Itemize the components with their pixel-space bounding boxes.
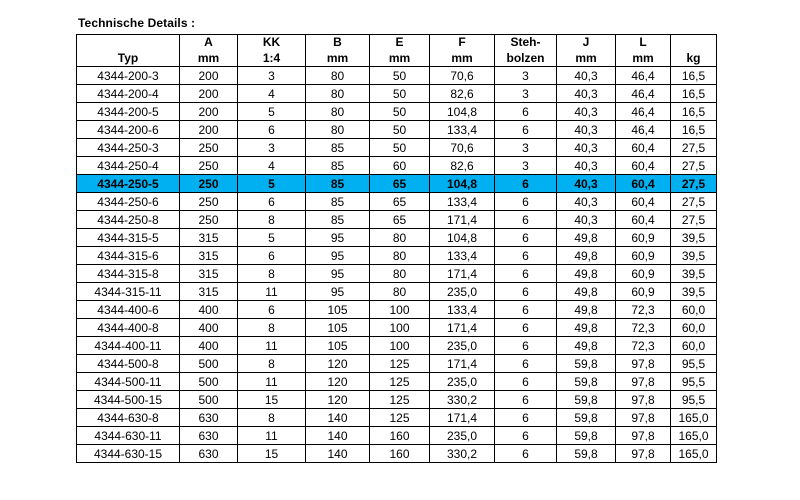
- value-cell: 80: [306, 103, 370, 121]
- table-row: [77, 427, 717, 445]
- value-cell: 59,8: [557, 445, 616, 463]
- value-cell: 6: [495, 121, 557, 139]
- value-cell: 6: [238, 121, 306, 139]
- header-cell: 1:4: [238, 49, 306, 67]
- value-cell: 171,4: [430, 409, 495, 427]
- value-cell: 59,8: [557, 373, 616, 391]
- value-cell: 40,3: [557, 193, 616, 211]
- value-cell: 171,4: [430, 319, 495, 337]
- value-cell: 250: [180, 175, 238, 193]
- value-cell: 160: [370, 445, 430, 463]
- value-cell: 95: [306, 229, 370, 247]
- value-cell: 85: [306, 157, 370, 175]
- value-cell: 6: [495, 337, 557, 355]
- table-row: [77, 229, 717, 247]
- value-cell: 46,4: [616, 121, 671, 139]
- table-row: [77, 157, 717, 175]
- value-cell: 6: [495, 409, 557, 427]
- value-cell: 400: [180, 319, 238, 337]
- value-cell: 80: [370, 247, 430, 265]
- value-cell: 6: [495, 283, 557, 301]
- value-cell: 16,5: [671, 85, 717, 103]
- value-cell: 60,0: [671, 319, 717, 337]
- value-cell: 133,4: [430, 247, 495, 265]
- value-cell: 16,5: [671, 121, 717, 139]
- value-cell: 140: [306, 445, 370, 463]
- value-cell: 65: [370, 211, 430, 229]
- value-cell: 60,4: [616, 157, 671, 175]
- value-cell: 8: [238, 355, 306, 373]
- value-cell: 104,8: [430, 175, 495, 193]
- value-cell: 6: [495, 193, 557, 211]
- type-cell: 4344-500-8: [77, 355, 180, 373]
- table-row: [77, 319, 717, 337]
- table-row: [77, 391, 717, 409]
- value-cell: 46,4: [616, 67, 671, 85]
- value-cell: 60,0: [671, 337, 717, 355]
- value-cell: 95: [306, 265, 370, 283]
- header-row-bottom: [77, 49, 717, 67]
- value-cell: 60,9: [616, 229, 671, 247]
- value-cell: 104,8: [430, 103, 495, 121]
- value-cell: 165,0: [671, 427, 717, 445]
- header-cell: F: [430, 35, 495, 50]
- value-cell: 39,5: [671, 229, 717, 247]
- value-cell: 97,8: [616, 373, 671, 391]
- type-cell: 4344-200-3: [77, 67, 180, 85]
- value-cell: 97,8: [616, 355, 671, 373]
- value-cell: 3: [238, 139, 306, 157]
- value-cell: 315: [180, 229, 238, 247]
- value-cell: 49,8: [557, 229, 616, 247]
- table-row-highlighted: [77, 175, 717, 193]
- table-row: [77, 409, 717, 427]
- header-cell: Steh-: [495, 35, 557, 50]
- value-cell: 60,9: [616, 247, 671, 265]
- type-cell: 4344-315-5: [77, 229, 180, 247]
- value-cell: 140: [306, 427, 370, 445]
- value-cell: 72,3: [616, 301, 671, 319]
- value-cell: 49,8: [557, 265, 616, 283]
- value-cell: 3: [495, 67, 557, 85]
- value-cell: 235,0: [430, 373, 495, 391]
- value-cell: 50: [370, 121, 430, 139]
- value-cell: 60,9: [616, 265, 671, 283]
- value-cell: 70,6: [430, 139, 495, 157]
- header-cell: mm: [306, 49, 370, 67]
- value-cell: 8: [238, 319, 306, 337]
- value-cell: 59,8: [557, 355, 616, 373]
- table-row: [77, 337, 717, 355]
- value-cell: 165,0: [671, 409, 717, 427]
- value-cell: 6: [495, 211, 557, 229]
- value-cell: 6: [238, 301, 306, 319]
- value-cell: 80: [306, 121, 370, 139]
- value-cell: 82,6: [430, 85, 495, 103]
- value-cell: 200: [180, 103, 238, 121]
- value-cell: 133,4: [430, 193, 495, 211]
- header-cell: B: [306, 35, 370, 50]
- value-cell: 8: [238, 211, 306, 229]
- value-cell: 630: [180, 445, 238, 463]
- type-cell: 4344-315-8: [77, 265, 180, 283]
- value-cell: 72,3: [616, 337, 671, 355]
- value-cell: 85: [306, 175, 370, 193]
- type-cell: 4344-500-15: [77, 391, 180, 409]
- table-row: [77, 445, 717, 463]
- value-cell: 49,8: [557, 247, 616, 265]
- value-cell: 400: [180, 301, 238, 319]
- value-cell: 60,4: [616, 139, 671, 157]
- value-cell: 11: [238, 373, 306, 391]
- value-cell: 95: [306, 247, 370, 265]
- value-cell: 95: [306, 283, 370, 301]
- value-cell: 171,4: [430, 355, 495, 373]
- value-cell: 250: [180, 157, 238, 175]
- value-cell: 630: [180, 427, 238, 445]
- value-cell: 100: [370, 319, 430, 337]
- value-cell: 171,4: [430, 265, 495, 283]
- value-cell: 60,9: [616, 283, 671, 301]
- value-cell: 120: [306, 391, 370, 409]
- header-cell: mm: [370, 49, 430, 67]
- type-cell: 4344-500-11: [77, 373, 180, 391]
- table-row: [77, 121, 717, 139]
- value-cell: 49,8: [557, 337, 616, 355]
- value-cell: 85: [306, 193, 370, 211]
- table-row: [77, 103, 717, 121]
- table-row: [77, 85, 717, 103]
- header-cell: mm: [616, 49, 671, 67]
- value-cell: 500: [180, 373, 238, 391]
- value-cell: 97,8: [616, 391, 671, 409]
- header-cell: [77, 35, 180, 50]
- value-cell: 125: [370, 391, 430, 409]
- value-cell: 5: [238, 229, 306, 247]
- type-cell: 4344-315-11: [77, 283, 180, 301]
- value-cell: 140: [306, 409, 370, 427]
- value-cell: 3: [495, 139, 557, 157]
- table-row: [77, 247, 717, 265]
- type-cell: 4344-400-6: [77, 301, 180, 319]
- value-cell: 60,4: [616, 211, 671, 229]
- value-cell: 6: [495, 373, 557, 391]
- value-cell: 82,6: [430, 157, 495, 175]
- type-cell: 4344-630-15: [77, 445, 180, 463]
- type-cell: 4344-400-8: [77, 319, 180, 337]
- value-cell: 65: [370, 175, 430, 193]
- value-cell: 40,3: [557, 121, 616, 139]
- value-cell: 125: [370, 355, 430, 373]
- header-cell: bolzen: [495, 49, 557, 67]
- value-cell: 95,5: [671, 391, 717, 409]
- value-cell: 133,4: [430, 121, 495, 139]
- value-cell: 40,3: [557, 67, 616, 85]
- type-cell: 4344-250-4: [77, 157, 180, 175]
- value-cell: 39,5: [671, 265, 717, 283]
- value-cell: 250: [180, 193, 238, 211]
- value-cell: 400: [180, 337, 238, 355]
- value-cell: 200: [180, 85, 238, 103]
- value-cell: 40,3: [557, 103, 616, 121]
- value-cell: 40,3: [557, 211, 616, 229]
- table-row: [77, 373, 717, 391]
- value-cell: 72,3: [616, 319, 671, 337]
- value-cell: 60,4: [616, 193, 671, 211]
- value-cell: 6: [495, 445, 557, 463]
- value-cell: 6: [495, 175, 557, 193]
- value-cell: 8: [238, 409, 306, 427]
- value-cell: 6: [495, 265, 557, 283]
- value-cell: 60: [370, 157, 430, 175]
- value-cell: 171,4: [430, 211, 495, 229]
- value-cell: 65: [370, 193, 430, 211]
- value-cell: 500: [180, 355, 238, 373]
- value-cell: 200: [180, 67, 238, 85]
- value-cell: 40,3: [557, 175, 616, 193]
- value-cell: 235,0: [430, 337, 495, 355]
- value-cell: 235,0: [430, 283, 495, 301]
- value-cell: 105: [306, 319, 370, 337]
- table-row: [77, 355, 717, 373]
- type-cell: 4344-250-3: [77, 139, 180, 157]
- header-cell: mm: [180, 49, 238, 67]
- value-cell: 60,4: [616, 175, 671, 193]
- type-cell: 4344-250-5: [77, 175, 180, 193]
- value-cell: 500: [180, 391, 238, 409]
- value-cell: 165,0: [671, 445, 717, 463]
- header-cell: mm: [557, 49, 616, 67]
- header-cell: kg: [671, 49, 717, 67]
- value-cell: 46,4: [616, 103, 671, 121]
- value-cell: 6: [238, 193, 306, 211]
- table-row: [77, 283, 717, 301]
- value-cell: 6: [495, 319, 557, 337]
- value-cell: 250: [180, 211, 238, 229]
- value-cell: 80: [370, 265, 430, 283]
- value-cell: 59,8: [557, 391, 616, 409]
- value-cell: 40,3: [557, 139, 616, 157]
- value-cell: 80: [370, 283, 430, 301]
- type-cell: 4344-250-8: [77, 211, 180, 229]
- value-cell: 39,5: [671, 247, 717, 265]
- value-cell: 8: [238, 265, 306, 283]
- value-cell: 59,8: [557, 427, 616, 445]
- value-cell: 15: [238, 391, 306, 409]
- header-cell: [671, 35, 717, 50]
- type-cell: 4344-200-6: [77, 121, 180, 139]
- value-cell: 104,8: [430, 229, 495, 247]
- value-cell: 49,8: [557, 319, 616, 337]
- value-cell: 11: [238, 283, 306, 301]
- value-cell: 50: [370, 103, 430, 121]
- value-cell: 235,0: [430, 427, 495, 445]
- value-cell: 160: [370, 427, 430, 445]
- value-cell: 6: [495, 301, 557, 319]
- value-cell: 6: [495, 427, 557, 445]
- value-cell: 40,3: [557, 85, 616, 103]
- value-cell: 120: [306, 373, 370, 391]
- type-cell: 4344-400-11: [77, 337, 180, 355]
- value-cell: 50: [370, 67, 430, 85]
- type-cell: 4344-630-11: [77, 427, 180, 445]
- type-cell: 4344-630-8: [77, 409, 180, 427]
- value-cell: 6: [495, 247, 557, 265]
- value-cell: 16,5: [671, 103, 717, 121]
- value-cell: 6: [495, 103, 557, 121]
- value-cell: 11: [238, 337, 306, 355]
- value-cell: 27,5: [671, 211, 717, 229]
- table-row: [77, 211, 717, 229]
- value-cell: 97,8: [616, 409, 671, 427]
- value-cell: 330,2: [430, 391, 495, 409]
- table-header: [77, 35, 717, 67]
- value-cell: 11: [238, 427, 306, 445]
- value-cell: 3: [238, 67, 306, 85]
- value-cell: 315: [180, 265, 238, 283]
- value-cell: 97,8: [616, 427, 671, 445]
- value-cell: 40,3: [557, 157, 616, 175]
- value-cell: 80: [370, 229, 430, 247]
- type-cell: 4344-250-6: [77, 193, 180, 211]
- value-cell: 50: [370, 85, 430, 103]
- value-cell: 46,4: [616, 85, 671, 103]
- value-cell: 125: [370, 373, 430, 391]
- table-row: [77, 139, 717, 157]
- value-cell: 200: [180, 121, 238, 139]
- value-cell: 95,5: [671, 355, 717, 373]
- value-cell: 4: [238, 157, 306, 175]
- value-cell: 133,4: [430, 301, 495, 319]
- type-cell: 4344-200-4: [77, 85, 180, 103]
- header-cell: E: [370, 35, 430, 50]
- value-cell: 3: [495, 85, 557, 103]
- header-cell: A: [180, 35, 238, 50]
- value-cell: 100: [370, 301, 430, 319]
- header-row-top: [77, 35, 717, 50]
- value-cell: 97,8: [616, 445, 671, 463]
- table-body: [77, 67, 717, 463]
- value-cell: 80: [306, 85, 370, 103]
- header-cell: Typ: [77, 49, 180, 67]
- technical-details-table: [76, 34, 717, 463]
- value-cell: 630: [180, 409, 238, 427]
- value-cell: 5: [238, 103, 306, 121]
- table-row: [77, 67, 717, 85]
- value-cell: 330,2: [430, 445, 495, 463]
- section-title: Technische Details :: [78, 16, 196, 30]
- value-cell: 105: [306, 337, 370, 355]
- value-cell: 27,5: [671, 193, 717, 211]
- value-cell: 85: [306, 211, 370, 229]
- value-cell: 39,5: [671, 283, 717, 301]
- header-cell: mm: [430, 49, 495, 67]
- value-cell: 50: [370, 139, 430, 157]
- value-cell: 49,8: [557, 283, 616, 301]
- value-cell: 105: [306, 301, 370, 319]
- value-cell: 15: [238, 445, 306, 463]
- value-cell: 27,5: [671, 139, 717, 157]
- value-cell: 6: [495, 391, 557, 409]
- value-cell: 85: [306, 139, 370, 157]
- value-cell: 4: [238, 85, 306, 103]
- type-cell: 4344-315-6: [77, 247, 180, 265]
- value-cell: 6: [495, 229, 557, 247]
- value-cell: 27,5: [671, 175, 717, 193]
- header-cell: KK: [238, 35, 306, 50]
- table-row: [77, 193, 717, 211]
- value-cell: 95,5: [671, 373, 717, 391]
- value-cell: 70,6: [430, 67, 495, 85]
- value-cell: 59,8: [557, 409, 616, 427]
- table-row: [77, 265, 717, 283]
- header-cell: L: [616, 35, 671, 50]
- value-cell: 5: [238, 175, 306, 193]
- value-cell: 6: [238, 247, 306, 265]
- value-cell: 3: [495, 157, 557, 175]
- value-cell: 250: [180, 139, 238, 157]
- type-cell: 4344-200-5: [77, 103, 180, 121]
- value-cell: 315: [180, 247, 238, 265]
- value-cell: 6: [495, 355, 557, 373]
- value-cell: 27,5: [671, 157, 717, 175]
- value-cell: 315: [180, 283, 238, 301]
- value-cell: 100: [370, 337, 430, 355]
- header-cell: J: [557, 35, 616, 50]
- value-cell: 49,8: [557, 301, 616, 319]
- value-cell: 125: [370, 409, 430, 427]
- table-row: [77, 301, 717, 319]
- value-cell: 60,0: [671, 301, 717, 319]
- value-cell: 120: [306, 355, 370, 373]
- value-cell: 16,5: [671, 67, 717, 85]
- value-cell: 80: [306, 67, 370, 85]
